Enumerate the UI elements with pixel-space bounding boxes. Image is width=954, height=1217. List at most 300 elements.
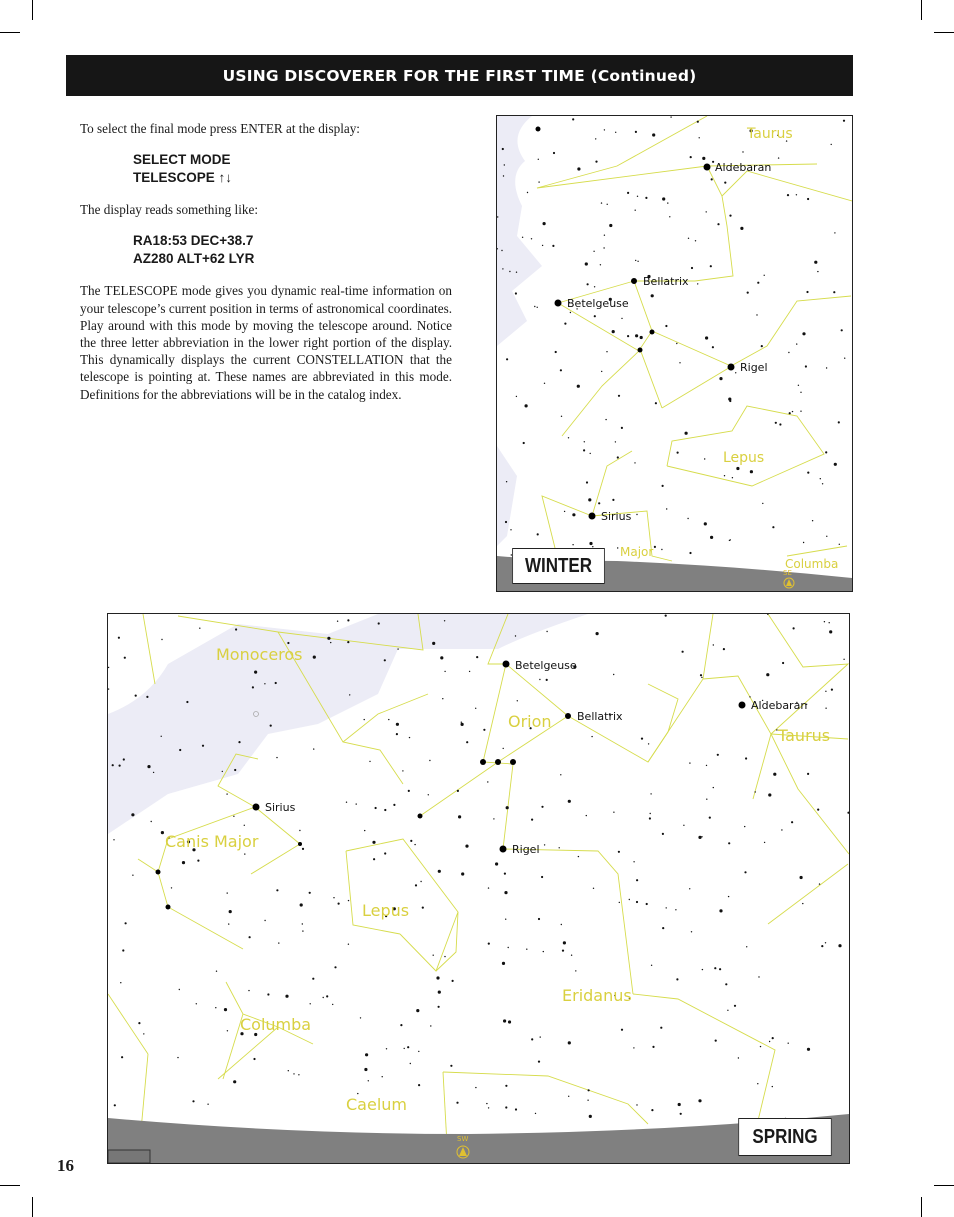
star <box>516 396 517 397</box>
star <box>652 133 655 136</box>
star <box>679 362 680 363</box>
star <box>506 806 509 809</box>
star <box>536 127 541 132</box>
star <box>515 1108 517 1110</box>
star <box>613 812 614 813</box>
star <box>687 518 688 519</box>
star <box>766 673 769 676</box>
star <box>691 931 692 932</box>
crop-mark <box>0 32 20 33</box>
star <box>826 367 827 368</box>
star <box>202 745 204 747</box>
star <box>227 892 228 893</box>
star <box>475 708 476 709</box>
star <box>689 888 690 889</box>
sirius-star <box>589 513 596 520</box>
star <box>640 336 643 339</box>
star <box>540 1036 541 1037</box>
star <box>615 441 616 442</box>
star <box>151 821 152 822</box>
star <box>699 137 700 138</box>
star <box>118 637 120 639</box>
star <box>613 674 614 675</box>
star <box>537 533 539 535</box>
star <box>348 900 349 901</box>
star <box>235 628 237 630</box>
star <box>476 656 478 658</box>
star <box>207 1104 208 1105</box>
star <box>717 754 719 756</box>
star <box>617 547 618 548</box>
star <box>807 472 809 474</box>
star <box>538 1061 540 1063</box>
star <box>433 955 434 956</box>
star <box>300 903 303 906</box>
star <box>800 392 801 393</box>
star <box>539 679 540 680</box>
star-label-rigel: Rigel <box>740 361 768 374</box>
star <box>264 683 265 684</box>
star <box>373 858 375 860</box>
star <box>438 870 441 873</box>
star <box>502 148 504 150</box>
star <box>432 642 435 645</box>
star <box>651 965 652 966</box>
star <box>420 881 421 882</box>
star <box>503 748 504 749</box>
star <box>805 365 807 367</box>
star <box>838 421 840 423</box>
star <box>709 817 711 819</box>
star <box>764 275 765 276</box>
star <box>825 451 827 453</box>
star <box>604 129 605 130</box>
star <box>338 903 340 905</box>
star <box>506 358 508 360</box>
star <box>702 969 703 970</box>
crop-mark <box>921 0 922 20</box>
star <box>648 743 649 744</box>
star <box>588 498 591 501</box>
star <box>740 227 743 230</box>
star <box>509 271 510 272</box>
star <box>438 1006 440 1008</box>
star <box>186 701 188 703</box>
star <box>135 695 137 697</box>
star <box>834 232 835 233</box>
star <box>483 729 485 731</box>
star <box>333 897 334 898</box>
star <box>568 800 571 803</box>
star <box>422 907 424 909</box>
star <box>364 1068 367 1071</box>
star <box>682 651 684 653</box>
crop-mark <box>32 1197 33 1217</box>
star <box>789 412 791 414</box>
star <box>418 1051 419 1052</box>
star <box>821 945 823 947</box>
star <box>461 722 462 723</box>
star <box>791 821 793 823</box>
star <box>364 830 365 831</box>
star <box>508 947 509 948</box>
star <box>378 622 380 624</box>
winter-map-svg <box>497 116 852 591</box>
sirius-star <box>253 804 260 811</box>
star <box>768 793 771 796</box>
star <box>495 862 498 865</box>
compass-label: SW <box>457 1135 469 1143</box>
star <box>171 887 172 888</box>
constellation-label-taurus: Taurus <box>747 126 793 142</box>
star <box>745 757 747 759</box>
star <box>400 1024 402 1026</box>
star <box>222 771 223 772</box>
star <box>227 1030 228 1031</box>
star <box>612 330 615 333</box>
star <box>637 196 638 197</box>
star <box>812 520 813 521</box>
star <box>757 1083 758 1084</box>
star <box>538 181 539 182</box>
star <box>714 967 716 969</box>
star <box>769 1041 770 1042</box>
star <box>546 679 548 681</box>
star <box>543 222 546 225</box>
star <box>143 1033 144 1034</box>
constellation-label-taurus: Taurus <box>778 726 831 745</box>
star <box>629 899 630 900</box>
star <box>488 887 489 888</box>
star <box>746 946 747 947</box>
constellation-label-orion: Orion <box>508 712 552 731</box>
star <box>719 909 722 912</box>
star <box>779 423 781 425</box>
season-label-spring: SPRING <box>738 1118 832 1156</box>
star <box>248 990 249 991</box>
constellation-label-caelum: Caelum <box>346 1095 407 1114</box>
star <box>607 204 608 205</box>
star <box>544 844 545 845</box>
star <box>677 452 679 454</box>
star <box>408 790 410 792</box>
star <box>541 806 543 808</box>
star <box>577 385 580 388</box>
star <box>564 511 565 512</box>
star <box>570 312 571 313</box>
star <box>742 151 743 152</box>
star <box>440 656 443 659</box>
star <box>275 682 277 684</box>
star <box>762 503 763 504</box>
star <box>773 773 776 776</box>
star <box>555 351 557 353</box>
star <box>179 749 181 751</box>
star <box>542 245 543 246</box>
star <box>153 772 154 773</box>
star <box>516 272 517 273</box>
star <box>466 741 468 743</box>
star <box>706 799 707 800</box>
star <box>244 825 245 826</box>
star <box>561 416 562 417</box>
star <box>538 918 540 920</box>
star <box>497 216 498 217</box>
star <box>264 920 265 921</box>
star <box>559 847 560 848</box>
star <box>505 1085 507 1087</box>
star <box>544 383 545 384</box>
star <box>822 483 823 484</box>
star <box>382 1076 383 1077</box>
star <box>665 325 667 327</box>
star <box>436 976 439 979</box>
star <box>161 639 162 640</box>
star <box>685 432 688 435</box>
star <box>506 481 507 482</box>
milky-way <box>497 446 517 546</box>
display-line: AZ280 ALT+62 LYR <box>133 251 255 267</box>
star <box>750 470 753 473</box>
star <box>706 765 707 766</box>
star <box>792 411 793 412</box>
star <box>166 905 171 910</box>
star <box>457 790 459 792</box>
star <box>503 175 504 176</box>
crop-mark <box>934 32 954 33</box>
star <box>819 883 820 884</box>
betelgeuse-star <box>555 300 562 307</box>
star <box>572 513 575 516</box>
star <box>238 741 240 743</box>
star <box>807 198 809 200</box>
star <box>755 791 756 792</box>
star <box>612 499 614 501</box>
star <box>796 194 797 195</box>
star <box>486 1103 487 1104</box>
star <box>226 793 227 794</box>
star <box>572 118 574 120</box>
star <box>578 856 579 857</box>
star <box>641 738 643 740</box>
star <box>192 1100 194 1102</box>
star <box>553 152 555 154</box>
star <box>618 395 620 397</box>
star <box>670 116 671 117</box>
star <box>698 836 701 839</box>
star <box>843 659 844 660</box>
star <box>662 927 664 929</box>
star <box>572 544 573 545</box>
star <box>285 995 288 998</box>
star <box>725 983 727 985</box>
star <box>636 1104 637 1105</box>
star <box>600 264 601 265</box>
star <box>364 719 365 720</box>
star <box>452 980 454 982</box>
star <box>604 235 605 236</box>
reads-text: The display reads something like: <box>80 202 258 218</box>
star <box>596 632 599 635</box>
star <box>713 787 714 788</box>
star <box>298 1074 299 1075</box>
star <box>313 748 314 749</box>
star <box>844 358 845 359</box>
star <box>800 876 803 879</box>
star <box>666 508 667 509</box>
star <box>635 260 636 261</box>
star <box>831 144 832 145</box>
star <box>233 816 234 817</box>
star <box>676 978 678 980</box>
milky-way <box>497 116 542 346</box>
star <box>510 529 511 530</box>
star <box>161 736 162 737</box>
star <box>652 1046 654 1048</box>
star <box>697 121 699 123</box>
star-label-aldebaran: Aldebaran <box>751 699 808 712</box>
star <box>404 1048 405 1049</box>
star <box>121 1056 123 1058</box>
star <box>156 870 161 875</box>
star <box>113 839 114 840</box>
winter-star-map <box>496 115 853 592</box>
star <box>458 815 461 818</box>
star <box>650 793 651 794</box>
rigel-star <box>500 846 507 853</box>
star <box>796 343 797 344</box>
star <box>728 896 729 897</box>
star <box>590 453 591 454</box>
star <box>711 178 713 180</box>
star <box>712 161 714 163</box>
rigel-star <box>728 364 735 371</box>
star <box>833 291 835 293</box>
star <box>402 770 403 771</box>
star <box>196 1003 197 1004</box>
star <box>732 477 733 478</box>
star <box>488 1107 489 1108</box>
star <box>534 306 535 307</box>
star <box>234 769 236 771</box>
star <box>650 330 655 335</box>
star <box>442 698 443 699</box>
star <box>615 132 616 133</box>
star <box>585 262 588 265</box>
star <box>430 1025 431 1026</box>
star <box>146 696 148 698</box>
star <box>182 861 185 864</box>
star <box>327 637 330 640</box>
star <box>617 456 619 458</box>
star <box>564 323 566 325</box>
star <box>487 781 488 782</box>
star <box>418 814 423 819</box>
star <box>661 549 662 550</box>
star-label-aldebaran: Aldebaran <box>715 161 772 174</box>
crop-mark <box>934 1185 954 1186</box>
star <box>594 315 596 317</box>
star <box>504 891 507 894</box>
constellation-label-lepus: Lepus <box>723 450 765 466</box>
star <box>831 689 833 691</box>
star <box>267 993 269 995</box>
star <box>527 192 528 193</box>
star <box>326 995 328 997</box>
star <box>348 944 349 945</box>
star <box>824 621 825 622</box>
star <box>543 951 544 952</box>
star <box>444 671 445 672</box>
star <box>299 830 300 831</box>
crop-mark <box>32 0 33 20</box>
star <box>583 449 585 451</box>
star <box>502 962 505 965</box>
star <box>719 968 721 970</box>
star <box>450 1065 452 1067</box>
betelgeuse-star <box>503 661 510 668</box>
body-text <box>80 120 452 403</box>
star <box>829 622 830 623</box>
star <box>396 733 398 735</box>
star <box>108 688 109 689</box>
star <box>495 759 501 765</box>
star <box>132 875 133 876</box>
star <box>621 1029 623 1031</box>
star <box>605 419 606 420</box>
star <box>734 1005 736 1007</box>
star <box>598 502 600 504</box>
star <box>114 1104 116 1106</box>
star <box>710 265 712 267</box>
star <box>108 667 109 668</box>
star <box>310 1003 311 1004</box>
star <box>493 818 494 819</box>
star <box>349 694 350 695</box>
star <box>593 888 594 889</box>
star <box>397 648 398 649</box>
star <box>683 825 684 826</box>
star <box>728 398 731 401</box>
star <box>764 842 765 843</box>
star <box>568 1096 569 1097</box>
star <box>825 691 826 692</box>
constellation-label-lepus: Lepus <box>362 901 410 920</box>
star <box>636 514 637 515</box>
star <box>688 238 689 239</box>
constellation-label-columba: Columba <box>240 1015 312 1034</box>
telescope-mode-paragraph: The TELESCOPE mode gives you dynamic real-time information on your telescope’s current position in terms of astronomical coordinates. Play around with this mode by moving the telescope around. Notice the three letter abbreviation in the lower right portion of the display. This dynamically displays the current CONSTELLATION that the telescope is pointing at. These names are abbreviated in this mode. Definitions for the abbreviations will be in the catalog index. <box>80 283 452 402</box>
star <box>829 630 832 633</box>
star <box>727 1010 728 1011</box>
star <box>415 884 417 886</box>
star <box>589 542 592 545</box>
star <box>839 544 840 545</box>
star <box>560 774 561 775</box>
star <box>788 1043 789 1044</box>
star <box>704 522 707 525</box>
star <box>807 1048 810 1051</box>
star <box>525 404 528 407</box>
star <box>723 648 725 650</box>
star <box>365 1053 368 1056</box>
star <box>372 841 375 844</box>
star <box>662 833 664 835</box>
star <box>586 481 588 483</box>
star <box>356 803 357 804</box>
star <box>216 971 217 972</box>
star <box>651 1109 653 1111</box>
